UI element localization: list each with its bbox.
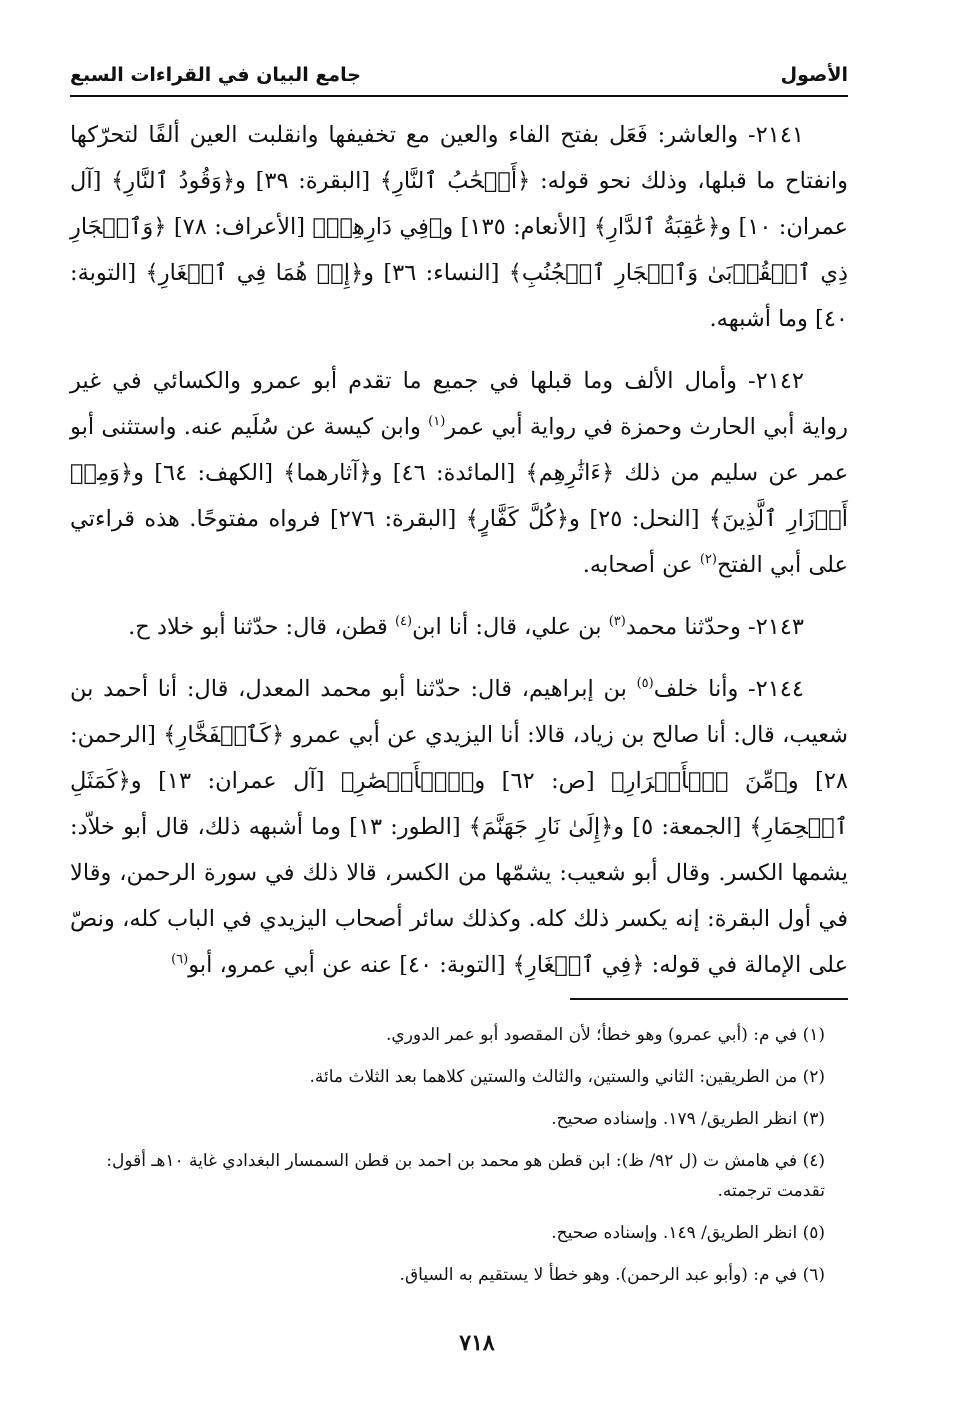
paragraph-2144 <box>70 666 848 988</box>
paragraph-number: ٢١٤٢- <box>736 368 804 394</box>
footnote-ref-5: (٥) <box>636 676 654 691</box>
footnote-2: (٢) من الطريقين: الثاني والستين، والثالث والستين كلاهما بعد الثلاث مائة. <box>309 1067 825 1087</box>
paragraph-text: بن إبراهيم، قال: حدّثنا أبو محمد المعدل، قال: أنا أحمد بن شعيب، قال: أنا صالح بن زياد، قالا: أنا اليزيدي عن أبي عمرو ﴿كَٱلۡفَخَّارِ﴾ [الرحمن: ٢٨] و﴿مِّنَ ٱلۡأَشۡرَارِ﴾ [ص: ٦٢] و﴿ٱلۡأَبۡصَٰرِ﴾ [آل عمران: ١٣] و﴿كَمَثَلِ ٱلۡحِمَارِ﴾ [الجمعة: ٥] و﴿إِلَىٰ نَارِ جَهَنَّمَ﴾ [الطور: ١٣] وما أشبهه ذلك، قال أبو خلاّد: يشمها الكسر. وقال أبو شعيب: يشمّها من الكسر، قالا ذلك في سورة الرحمن، وقالا في أول البقرة: إنه يكسر ذلك كله. وكذلك سائر أصحاب اليزيدي في الباب كله، ونصّ على الإمالة في قوله: ﴿فِي ٱلۡغَارِ﴾ [التوبة: ٤٠] عنه عن أبي عمرو، أبو <box>70 676 848 978</box>
paragraph-text: قطن، قال: حدّثنا أبو خلاد ح. <box>128 614 395 640</box>
footnote-ref-3: (٣) <box>608 614 626 629</box>
paragraph-number: ٢١٤٤- <box>738 676 804 702</box>
header-rule <box>70 95 848 97</box>
footnote-1: (١) في م: (أبي عمرو) وهو خطأ؛ لأن المقصود أبو عمر الدوري. <box>386 1025 825 1045</box>
footnote-5: (٥) انظر الطريق/ ١٤٩. وإسناده صحيح. <box>551 1223 825 1243</box>
paragraph-text: وأمال الألف وما قبلها في جميع ما تقدم أبو عمرو والكسائي في غير رواية أبي الحارث وحمزة في رواية أبي عمر <box>70 368 848 440</box>
paragraph-text: عن أصحابه. <box>582 552 700 578</box>
main-text <box>70 112 848 988</box>
paragraph-text: وأنا خلف <box>653 676 739 702</box>
header-book-title: جامع البيان في القراءات السبع <box>70 64 361 86</box>
paragraph-number: ٢١٤٣- <box>740 614 804 640</box>
footnote-4: (٤) في هامش ت (ل ٩٢/ ظ): ابن قطن هو محمد بن احمد بن قطن السمسار البغدادي غاية ١٠هـ أقول: تقدمت ترجمته. <box>106 1151 825 1201</box>
paragraph-text: وحدّثنا محمد <box>625 614 741 640</box>
page-number: ٧١٨ <box>459 1330 495 1356</box>
paragraph-text: بن علي، قال: أنا ابن <box>412 614 609 640</box>
footnote-ref-4: (٤) <box>394 614 413 629</box>
footnote-ref-1: (١) <box>428 414 446 429</box>
footnote-rule <box>570 998 848 1000</box>
footnote-ref-6: (٦) <box>171 952 189 967</box>
header-section-title: الأصول <box>780 64 848 86</box>
footnotes <box>70 1020 825 1302</box>
footnote-3: (٣) انظر الطريق/ ١٧٩. وإسناده صحيح. <box>551 1109 825 1129</box>
paragraph-number: ٢١٤١- <box>738 122 804 148</box>
running-header <box>70 60 848 90</box>
footnote-ref-2: (٢) <box>699 552 717 567</box>
paragraph-2142 <box>70 358 848 588</box>
paragraph-text: وابن كيسة عن سُلَيم عنه. واستثنى أبو عمر عن سليم من ذلك ﴿ءَاثَٰرِهِم﴾ [المائدة: ٤٦] و﴿آثارهما﴾ [الكهف: ٦٤] و﴿وَمِنۡ أَوۡزَارِ ٱلَّذِينَ﴾ [النحل: ٢٥] و﴿كُلَّ كَفَّارٍ﴾ [البقرة: ٢٧٦] فرواه مفتوحًا. هذه قراءتي على أبي الفتح <box>70 414 849 578</box>
paragraph-text: والعاشر: فَعَل بفتح الفاء والعين مع تخفيفها وانقلبت العين ألفًا لتحرّكها وانفتاح ما قبلها، وذلك نحو قوله: ﴿أَصۡحَٰبُ ٱلنَّارِ﴾ [البقرة: ٣٩] و﴿وَقُودُ ٱلنَّارِ﴾ [آل عمران: ١٠] و﴿عَٰقِبَةُ ٱلدَّارِ﴾ [الأنعام: ١٣٥] و﴿فِي دَارِهِمۡ﴾ [الأعراف: ٧٨] ﴿وَٱلۡجَارِ ذِي ٱلۡقُرۡبَىٰ وَٱلۡجَارِ ٱلۡجُنُبِ﴾ [النساء: ٣٦] و﴿إِذۡ هُمَا فِي ٱلۡغَارِ﴾ [التوبة: ٤٠] وما أشبهه. <box>70 122 848 332</box>
paragraph-2143 <box>70 604 848 650</box>
paragraph-2141 <box>70 112 848 342</box>
footnote-6: (٦) في م: (وأبو عبد الرحمن). وهو خطأ لا يستقيم به السياق. <box>399 1265 825 1285</box>
